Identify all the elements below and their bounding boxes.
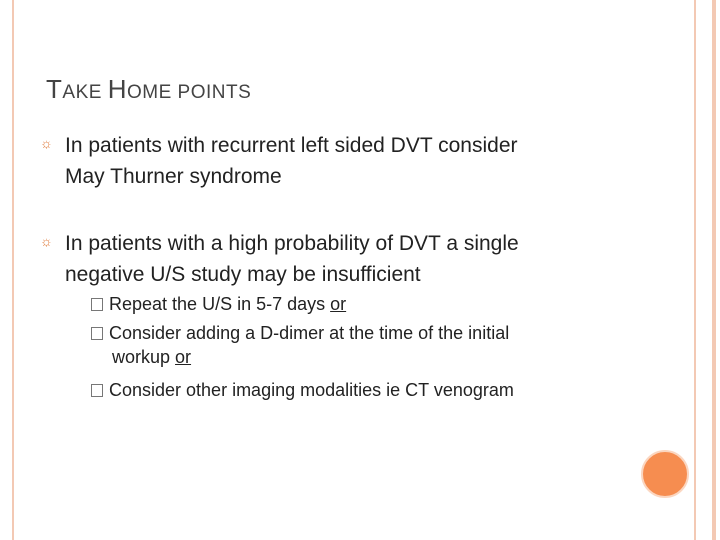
frame-right-line [694,0,696,540]
bullet-line: In patients with recurrent left sided DVT consider [65,134,518,157]
subbullet-item [91,378,631,402]
subbullet-text: Consider adding a D-dimer at the time of the initial [109,323,510,343]
bullet-text [65,228,625,290]
sun-bullet-icon: ☼ [40,135,53,151]
bullet-line: negative U/S study may be insufficient [65,263,421,286]
title-initial: H [107,74,127,104]
subbullet-link: or [175,347,192,367]
checkbox-bullet-icon [91,327,103,340]
subbullet-text: Consider other imaging modalities ie CT venogram [109,380,514,400]
title-rest: OME POINTS [126,82,252,103]
sun-bullet-icon: ☼ [40,233,53,249]
title-initial: T [46,74,63,104]
checkbox-bullet-icon [91,298,103,311]
subbullet-text: Repeat the U/S in 5-7 days [109,294,331,314]
bullet-text [65,130,625,192]
subbullet-continuation [91,345,631,369]
checkbox-bullet-icon [91,384,103,397]
slide-title [46,74,251,105]
bullet-line: In patients with a high probability of DVT a single [65,232,519,255]
frame-right-double-line [712,0,716,540]
subbullet-cont-text: workup [112,347,176,367]
orange-circle-icon [641,450,689,498]
bullet-line: May Thurner syndrome [65,165,282,188]
subbullet-item [91,321,631,369]
frame-left-line [12,0,14,540]
title-rest: AKE [62,82,108,103]
subbullet-item [91,292,631,316]
subbullet-link: or [330,294,347,314]
